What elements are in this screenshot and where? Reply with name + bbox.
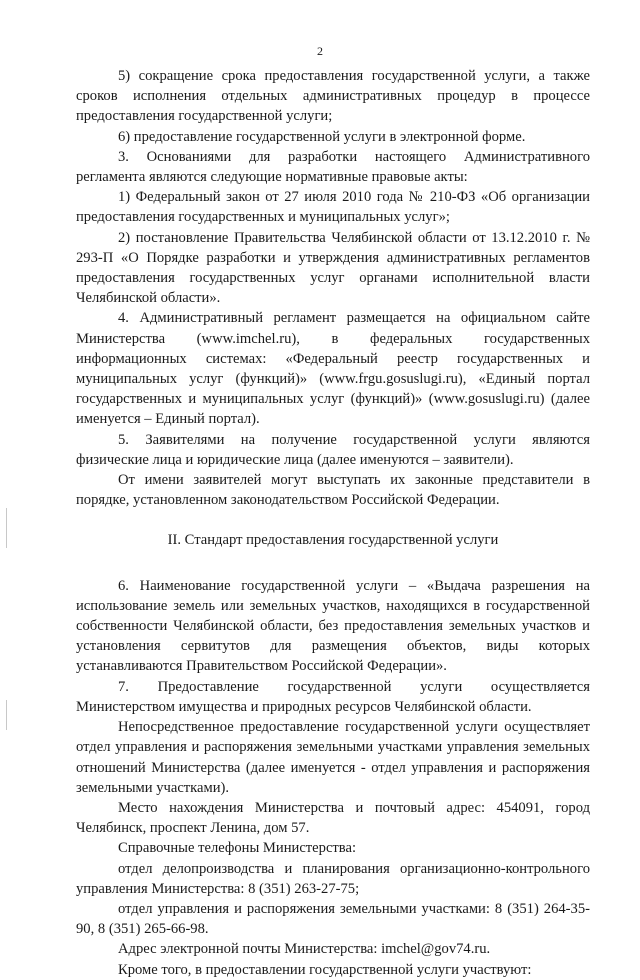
paragraph-law-1: 1) Федеральный закон от 27 июля 2010 года № 210-ФЗ «Об организации предоставления государственных и муниципальных услуг»; <box>76 189 590 226</box>
scan-edge-mark <box>6 508 7 548</box>
paragraph-clause-3: 3. Основаниями для разработки настоящего Административного регламента являются следующие нормативные правовые акты: <box>76 148 590 186</box>
paragraph-item-5: 5) сокращение срока предоставления государственной услуги, а также сроков исполнения отдельных административных процедур в процессе предоставления государственной услуги; <box>76 68 590 125</box>
paragraph-clause-6: 6. Наименование государственной услуги – «Выдача разрешения на использование земель или земельных участков, находящихся в государственной собственности Челябинской области, без предоставления земельных участков и установления сервитутов для размещения объектов, виды которых устанавливаются Правительством Российской Федерации». <box>76 577 590 675</box>
paragraph-phones-heading: Справочные телефоны Министерства: <box>118 840 357 857</box>
paragraph-clause-4: 4. Административный регламент размещается на официальном сайте Министерства (www.imchel.ru), в федеральных государственных информационных системах: «Федеральный реестр государственных и муниципальных услуг (функций)» (www.frgu.gosuslugi.ru), «Единый портал государственных и муниципальных услуг (функций)» (www.gosuslugi.ru) (далее именуется – Единый портал). <box>76 310 590 428</box>
document-body <box>76 66 590 980</box>
paragraph-direct-provision: Непосредственное предоставление государственной услуги осуществляет отдел управления и распоряжения земельными участками управления земельных отношений Министерства (далее именуется - отдел управления и распоряжения земельными участками). <box>76 719 590 796</box>
paragraph-clause-5: 5. Заявителями на получение государственной услуги являются физические лица и юридические лица (далее именуются – заявители). <box>76 431 590 468</box>
paragraph-representatives: От имени заявителей могут выступать их законные представители в порядке, установленном законодательством Российской Федерации. <box>76 472 590 509</box>
paragraph-phone-land: отдел управления и распоряжения земельными участками: 8 (351) 264-35-90, 8 (351) 265-66-98. <box>76 900 590 938</box>
paragraph-address: Место нахождения Министерства и почтовый адрес: 454091, город Челябинск, проспект Ленина, дом 57. <box>76 799 590 837</box>
scan-edge-mark <box>6 700 7 730</box>
section-heading: II. Стандарт предоставления государственной услуги <box>167 532 499 549</box>
paragraph-clause-7: 7. Предоставление государственной услуги осуществляется Министерством имущества и природных ресурсов Челябинской области. <box>76 678 590 715</box>
paragraph-item-6: 6) предоставление государственной услуги в электронной форме. <box>118 128 526 145</box>
paragraph-participants: Кроме того, в предоставлении государственной услуги участвуют: <box>118 961 532 978</box>
paragraph-law-2: 2) постановление Правительства Челябинской области от 13.12.2010 г. № 293-П «О Порядке разработки и утверждения административных регламентов предоставления государственных услуг органами исполнительной власти Челябинской области». <box>76 229 590 307</box>
paragraph-email: Адрес электронной почты Министерства: imchel@gov74.ru. <box>118 941 491 958</box>
paragraph-phone-office: отдел делопроизводства и планирования организационно-контрольного управления Министерства: 8 (351) 263-27-75; <box>76 860 590 897</box>
page-number: 2 <box>317 44 323 58</box>
